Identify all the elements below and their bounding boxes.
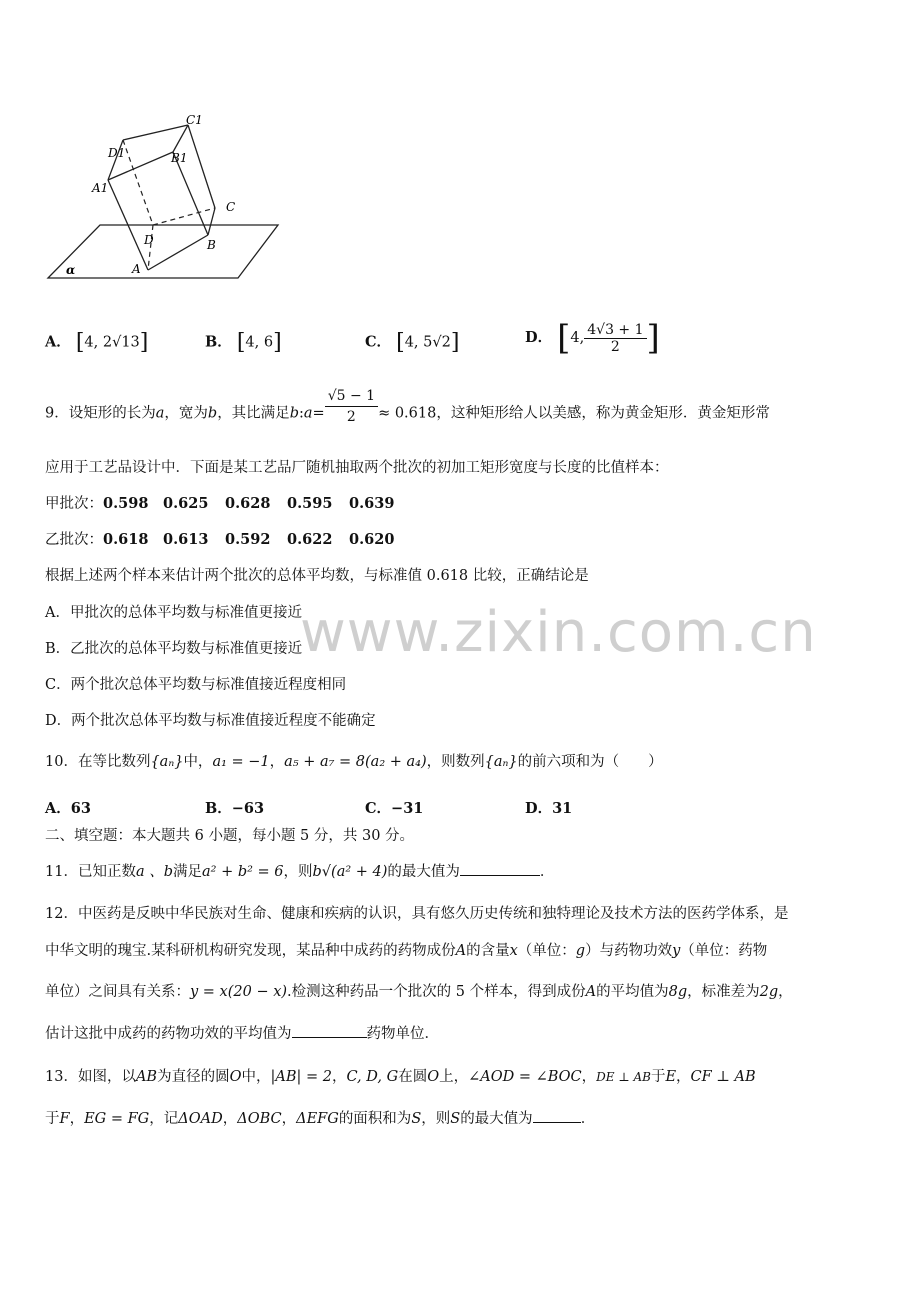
q12-line-1: 12．中医药是反映中华民族对生命、健康和疾病的认识，具有悠久历史传统和独特理论及技术方法的医药学体系，是 bbox=[45, 906, 789, 922]
q12-answer-blank[interactable] bbox=[292, 1037, 367, 1038]
q9-option-d[interactable]: D．两个批次总体平均数与标准值接近程度不能确定 bbox=[45, 713, 376, 729]
q12-line-4: 估计这批中成药的药物功效的平均值为 药物单位． bbox=[45, 1026, 439, 1042]
q8-option-a-label: A． bbox=[45, 333, 71, 351]
q11-answer-blank[interactable] bbox=[460, 875, 540, 876]
q12-line-2: 中华文明的瑰宝.某科研机构研究发现，某品种中成药的药物成份A的含量x（单位：g）与药物功效y（单位：药物 bbox=[45, 943, 768, 959]
q10-option-c[interactable]: C．−31 bbox=[365, 800, 424, 817]
watermark: www.zixin.com.cn bbox=[300, 600, 817, 665]
q8-option-b[interactable]: B． [4, 6] bbox=[205, 330, 282, 355]
q9-option-c[interactable]: C．两个批次总体平均数与标准值接近程度相同 bbox=[45, 677, 347, 693]
q8-option-a-text: 4, 2√13 bbox=[84, 334, 140, 351]
q8-option-d-den: 2 bbox=[610, 338, 620, 355]
plane-alpha bbox=[48, 225, 278, 278]
label-d1: D1 bbox=[108, 146, 126, 160]
q11-stem: 11．已知正数a 、b满足a² + b² = 6，则b√(a² + 4)的最大值为 ． bbox=[45, 864, 555, 880]
q10-option-a[interactable]: A．63 bbox=[45, 800, 91, 817]
q8-option-a[interactable]: A． [4, 2√13] bbox=[45, 330, 149, 355]
label-c: C bbox=[226, 200, 236, 214]
q9-option-a[interactable]: A．甲批次的总体平均数与标准值更接近 bbox=[45, 605, 302, 621]
q9-line-2: 应用于工艺品设计中．下面是某工艺品厂随机抽取两个批次的初加工矩形宽度与长度的比值样本： bbox=[45, 460, 669, 476]
q12-line-3: 单位）之间具有关系：y = x(20 − x).检测这种药品一个批次的 5 个样本，得到成份A的平均值为8g，标准差为2g， bbox=[45, 984, 793, 1000]
label-b: B bbox=[207, 238, 216, 252]
q8-option-c-text: 4, 5√2 bbox=[404, 334, 451, 351]
q9-option-b[interactable]: B．乙批次的总体平均数与标准值更接近 bbox=[45, 641, 303, 657]
label-a1: A1 bbox=[92, 181, 109, 195]
q8-option-d-num: 4√3 + 1 bbox=[584, 322, 646, 339]
label-c1: C1 bbox=[186, 113, 203, 127]
q9-line-5: 根据上述两个样本来估计两个批次的总体平均数，与标准值 0.618 比较，正确结论是 bbox=[45, 568, 589, 584]
q13-answer-blank[interactable] bbox=[533, 1122, 581, 1123]
q10-option-d[interactable]: D．31 bbox=[525, 800, 573, 817]
q13-line-1: 13．如图，以AB为直径的圆O中，|AB| = 2，C, D, G在圆O上，∠AOD = ∠BOC，DE ⊥ AB于E，CF ⊥ AB bbox=[45, 1069, 756, 1085]
q10-option-b[interactable]: B．−63 bbox=[205, 800, 265, 817]
q13-line-2: 于F，EG = FG，记ΔOAD，ΔOBC，ΔEFG的面积和为S，则S的最大值为 ． bbox=[45, 1111, 596, 1127]
q8-option-d-label: D． bbox=[525, 329, 553, 346]
q8-option-d[interactable]: D． [4, $\frac{4√3 + 1}{2}$ ] bbox=[525, 318, 660, 358]
label-a: A bbox=[132, 262, 141, 276]
section-2-heading: 二、填空题：本大题共 6 小题，每小题 5 分，共 30 分。 bbox=[45, 828, 415, 844]
q8-option-b-label: B． bbox=[205, 333, 232, 351]
label-b1: B1 bbox=[171, 151, 188, 165]
label-alpha: α bbox=[66, 263, 76, 277]
q8-option-b-text: 4, 6 bbox=[245, 334, 274, 351]
q8-option-d-left: 4, bbox=[570, 330, 585, 346]
q9-batch-a: 甲批次：0.598 0.625 0.628 0.595 0.639 bbox=[45, 495, 395, 512]
q8-option-c-label: C． bbox=[365, 333, 392, 351]
q10-stem: 10．在等比数列{aₙ}中，a₁ = −1，a₅ + a₇ = 8(a₂ + a₄)，则数列{aₙ}的前六项和为（ ） bbox=[45, 754, 663, 770]
q8-option-c[interactable]: C． [4, 5√2] bbox=[365, 330, 460, 355]
geometry-figure bbox=[40, 110, 300, 295]
q9-line-1: 9．设矩形的长为a，宽为b，其比满足b:a= $\frac{√5 - 1}{2}$ ≈ 0.618，这种矩形给人以美感，称为黄金矩形．黄金矩形常 bbox=[45, 388, 770, 425]
label-d: D bbox=[144, 233, 154, 247]
q9-batch-b: 乙批次：0.618 0.613 0.592 0.622 0.620 bbox=[45, 531, 395, 548]
